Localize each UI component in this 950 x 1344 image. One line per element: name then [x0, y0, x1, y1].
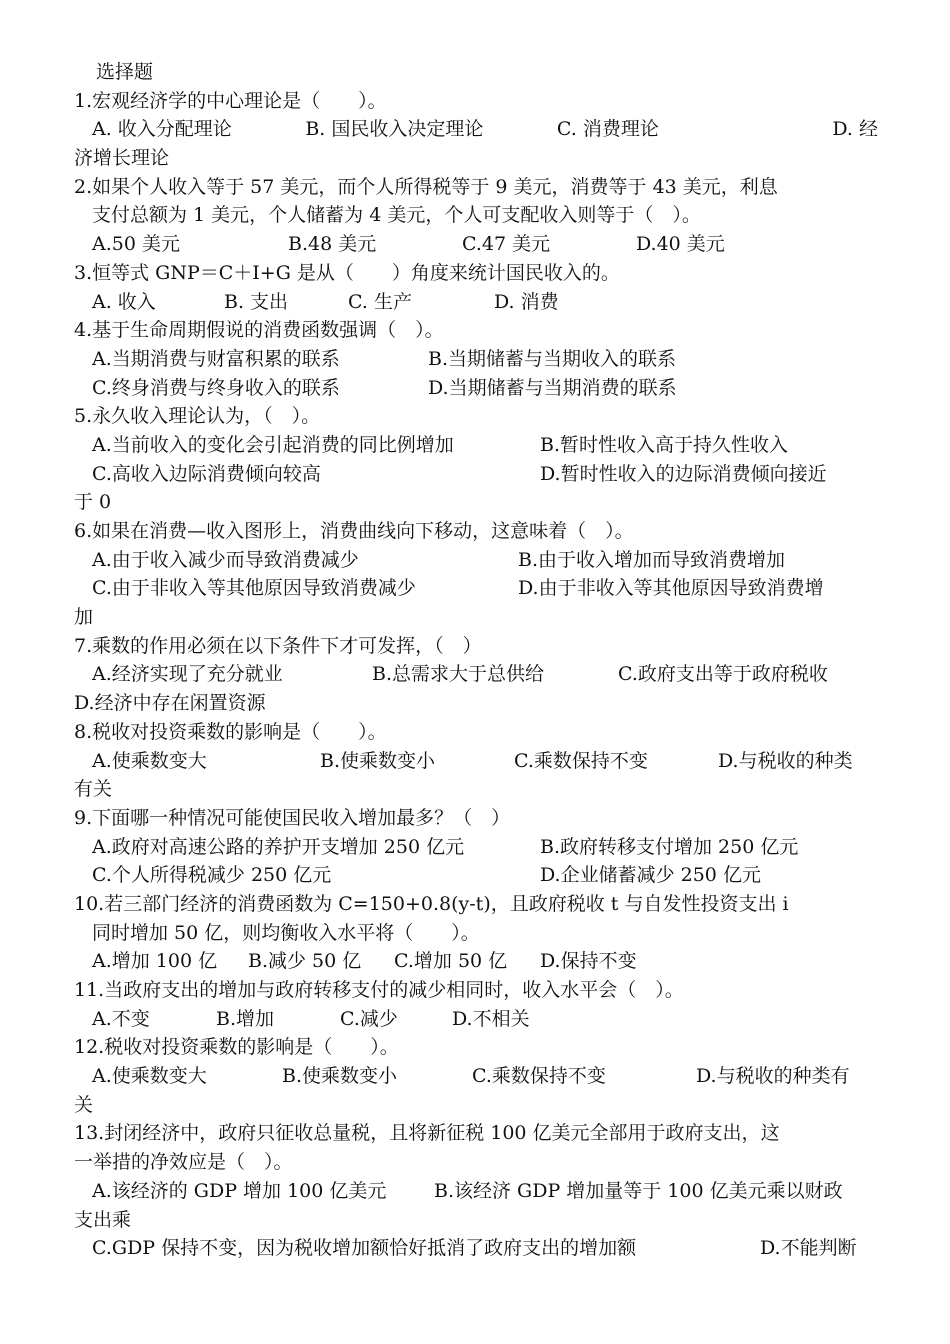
q1-options: [74, 115, 878, 144]
q12-option-a: A.使乘数变大: [92, 1065, 207, 1088]
q5-stem: 5.永久收入理论认为，（ ）。: [74, 405, 321, 428]
q4-option-c: C.终身消费与终身收入的联系: [92, 376, 340, 399]
q5-option-d: D.暂时性收入的边际消费倾向接近: [540, 462, 827, 485]
q12-wrap: 关: [74, 1093, 94, 1116]
q13-options-cd: [74, 1234, 878, 1263]
q12-option-d: D.与税收的种类有: [696, 1065, 850, 1088]
q1-stem: 1.宏观经济学的中心理论是（ ）。: [74, 89, 387, 112]
q6-option-d: D.由于非收入等其他原因导致消费增: [518, 577, 824, 600]
q12-option-b: B.使乘数变小: [282, 1065, 398, 1088]
q13-stem-line2: 一举措的净效应是（ ）。: [74, 1151, 293, 1174]
q13-wrap: 支出乘: [74, 1208, 132, 1231]
q9-options-row1: [74, 833, 878, 862]
q5-option-a: A.当前收入的变化会引起消费的同比例增加: [92, 433, 454, 456]
q11-option-a: A.不变: [92, 1007, 150, 1030]
q5-option-c: C.高收入边际消费倾向较高: [92, 462, 321, 485]
q13-options-ab: [74, 1177, 878, 1206]
q2-stem-line1: 2.如果个人收入等于 57 美元，而个人所得税等于 9 美元，消费等于 43 美元，利息: [74, 175, 778, 198]
q9-option-b: B.政府转移支付增加 250 亿元: [540, 835, 799, 858]
q6-option-b: B.由于收入增加而导致消费增加: [518, 548, 786, 571]
q10-stem-line2: 同时增加 50 亿，则均衡收入水平将（ ）。: [92, 921, 480, 944]
q13-option-a: A.该经济的 GDP 增加 100 亿美元: [92, 1179, 387, 1202]
q2-option-c: C.47 美元: [462, 233, 551, 256]
q10-option-a: A.增加 100 亿: [92, 950, 218, 973]
q3-options: [74, 288, 878, 317]
q13-option-c: C.GDP 保持不变，因为税收增加额恰好抵消了政府支出的增加额: [92, 1237, 637, 1260]
q13-option-d: D.不能判断: [760, 1237, 857, 1260]
q2-stem-line2: 支付总额为 1 美元，个人储蓄为 4 美元，个人可支配收入则等于（ ）。: [92, 204, 701, 227]
q8-option-d: D.与税收的种类: [718, 749, 853, 772]
q4-option-a: A.当期消费与财富积累的联系: [92, 347, 340, 370]
q12-options: [74, 1062, 878, 1091]
q2-option-a: A.50 美元: [92, 233, 180, 256]
q5-wrap: 于 0: [74, 491, 112, 514]
q10-options: [74, 947, 878, 976]
q4-option-d: D.当期储蓄与当期消费的联系: [428, 376, 677, 399]
q4-stem: 4.基于生命周期假说的消费函数强调（ ）。: [74, 319, 444, 342]
q8-option-a: A.使乘数变大: [92, 749, 207, 772]
q10-option-d: D.保持不变: [540, 950, 637, 973]
q6-wrap: 加: [74, 606, 94, 629]
q1-option-a: A. 收入分配理论: [92, 118, 232, 141]
q10-option-c: C.增加 50 亿: [394, 950, 508, 973]
q9-options-row2: [74, 861, 878, 890]
section-heading: 选择题: [96, 61, 154, 83]
q6-stem: 6.如果在消费—收入图形上，消费曲线向下移动，这意味着（ ）。: [74, 520, 634, 542]
q1-wrap: 济增长理论: [74, 147, 170, 170]
q8-options: [74, 747, 878, 776]
question-document: [74, 58, 878, 1263]
q3-option-c: C. 生产: [348, 290, 412, 313]
q1-option-b: B. 国民收入决定理论: [305, 118, 484, 141]
q13-option-b: B.该经济 GDP 增加量等于 100 亿美元乘以财政: [434, 1179, 843, 1202]
q5-options-row2: [74, 460, 878, 489]
q10-stem-line1: 10.若三部门经济的消费函数为 C=150+0.8(y-t)，且政府税收 t 与自发性投资支出 i: [74, 892, 789, 915]
q4-option-b: B.当期储蓄与当期收入的联系: [428, 347, 677, 370]
q10-option-b: B.减少 50 亿: [248, 950, 362, 973]
q11-option-c: C.减少: [340, 1007, 398, 1030]
q8-stem: 8.税收对投资乘数的影响是（ ）。: [74, 720, 387, 743]
q9-stem: 9.下面哪一种情况可能使国民收入增加最多？（ ）: [74, 806, 511, 829]
q13-stem-line1: 13.封闭经济中，政府只征收总量税，且将新征税 100 亿美元全部用于政府支出，这: [74, 1122, 780, 1145]
q2-option-d: D.40 美元: [636, 233, 725, 256]
q7-option-b: B.总需求大于总供给: [372, 663, 545, 686]
q2-option-b: B.48 美元: [288, 233, 377, 256]
q6-option-a: A.由于收入减少而导致消费减少: [92, 548, 359, 571]
q3-option-a: A. 收入: [92, 290, 156, 313]
q4-options-row1: [74, 345, 878, 374]
q1-option-d: D. 经: [832, 118, 878, 141]
q4-options-row2: [74, 374, 878, 403]
q3-option-b: B. 支出: [224, 290, 289, 313]
q9-option-a: A.政府对高速公路的养护开支增加 250 亿元: [92, 835, 465, 858]
q5-options-row1: [74, 431, 878, 460]
q6-options-row2: [74, 574, 878, 603]
q8-option-c: C.乘数保持不变: [514, 749, 648, 772]
q8-wrap: 有关: [74, 778, 113, 801]
q7-stem: 7.乘数的作用必须在以下条件下才可发挥，（ ）: [74, 634, 482, 657]
q11-option-d: D.不相关: [452, 1007, 530, 1030]
q8-option-b: B.使乘数变小: [320, 749, 436, 772]
q11-option-b: B.增加: [216, 1007, 275, 1030]
q11-stem: 11.当政府支出的增加与政府转移支付的减少相同时，收入水平会（ ）。: [74, 979, 684, 1001]
q11-options: [74, 1005, 878, 1034]
q6-options-row1: [74, 546, 878, 575]
q1-option-c: C. 消费理论: [556, 118, 659, 141]
q12-stem: 12.税收对投资乘数的影响是（ ）。: [74, 1036, 399, 1059]
q12-option-c: C.乘数保持不变: [472, 1065, 606, 1088]
q7-options: [74, 660, 878, 689]
q7-option-a: A.经济实现了充分就业: [92, 663, 283, 686]
q2-options: [74, 230, 878, 259]
q9-option-c: C.个人所得税减少 250 亿元: [92, 864, 332, 887]
q9-option-d: D.企业储蓄减少 250 亿元: [540, 864, 761, 887]
q5-option-b: B.暂时性收入高于持久性收入: [540, 433, 789, 456]
q7-option-c: C.政府支出等于政府税收: [618, 663, 828, 686]
q3-stem: 3.恒等式 GNP＝C＋I+G 是从（ ）角度来统计国民收入的。: [74, 261, 620, 284]
q7-wrap: D.经济中存在闲置资源: [74, 692, 266, 715]
q3-option-d: D. 消费: [494, 290, 559, 313]
q6-option-c: C.由于非收入等其他原因导致消费减少: [92, 577, 416, 600]
